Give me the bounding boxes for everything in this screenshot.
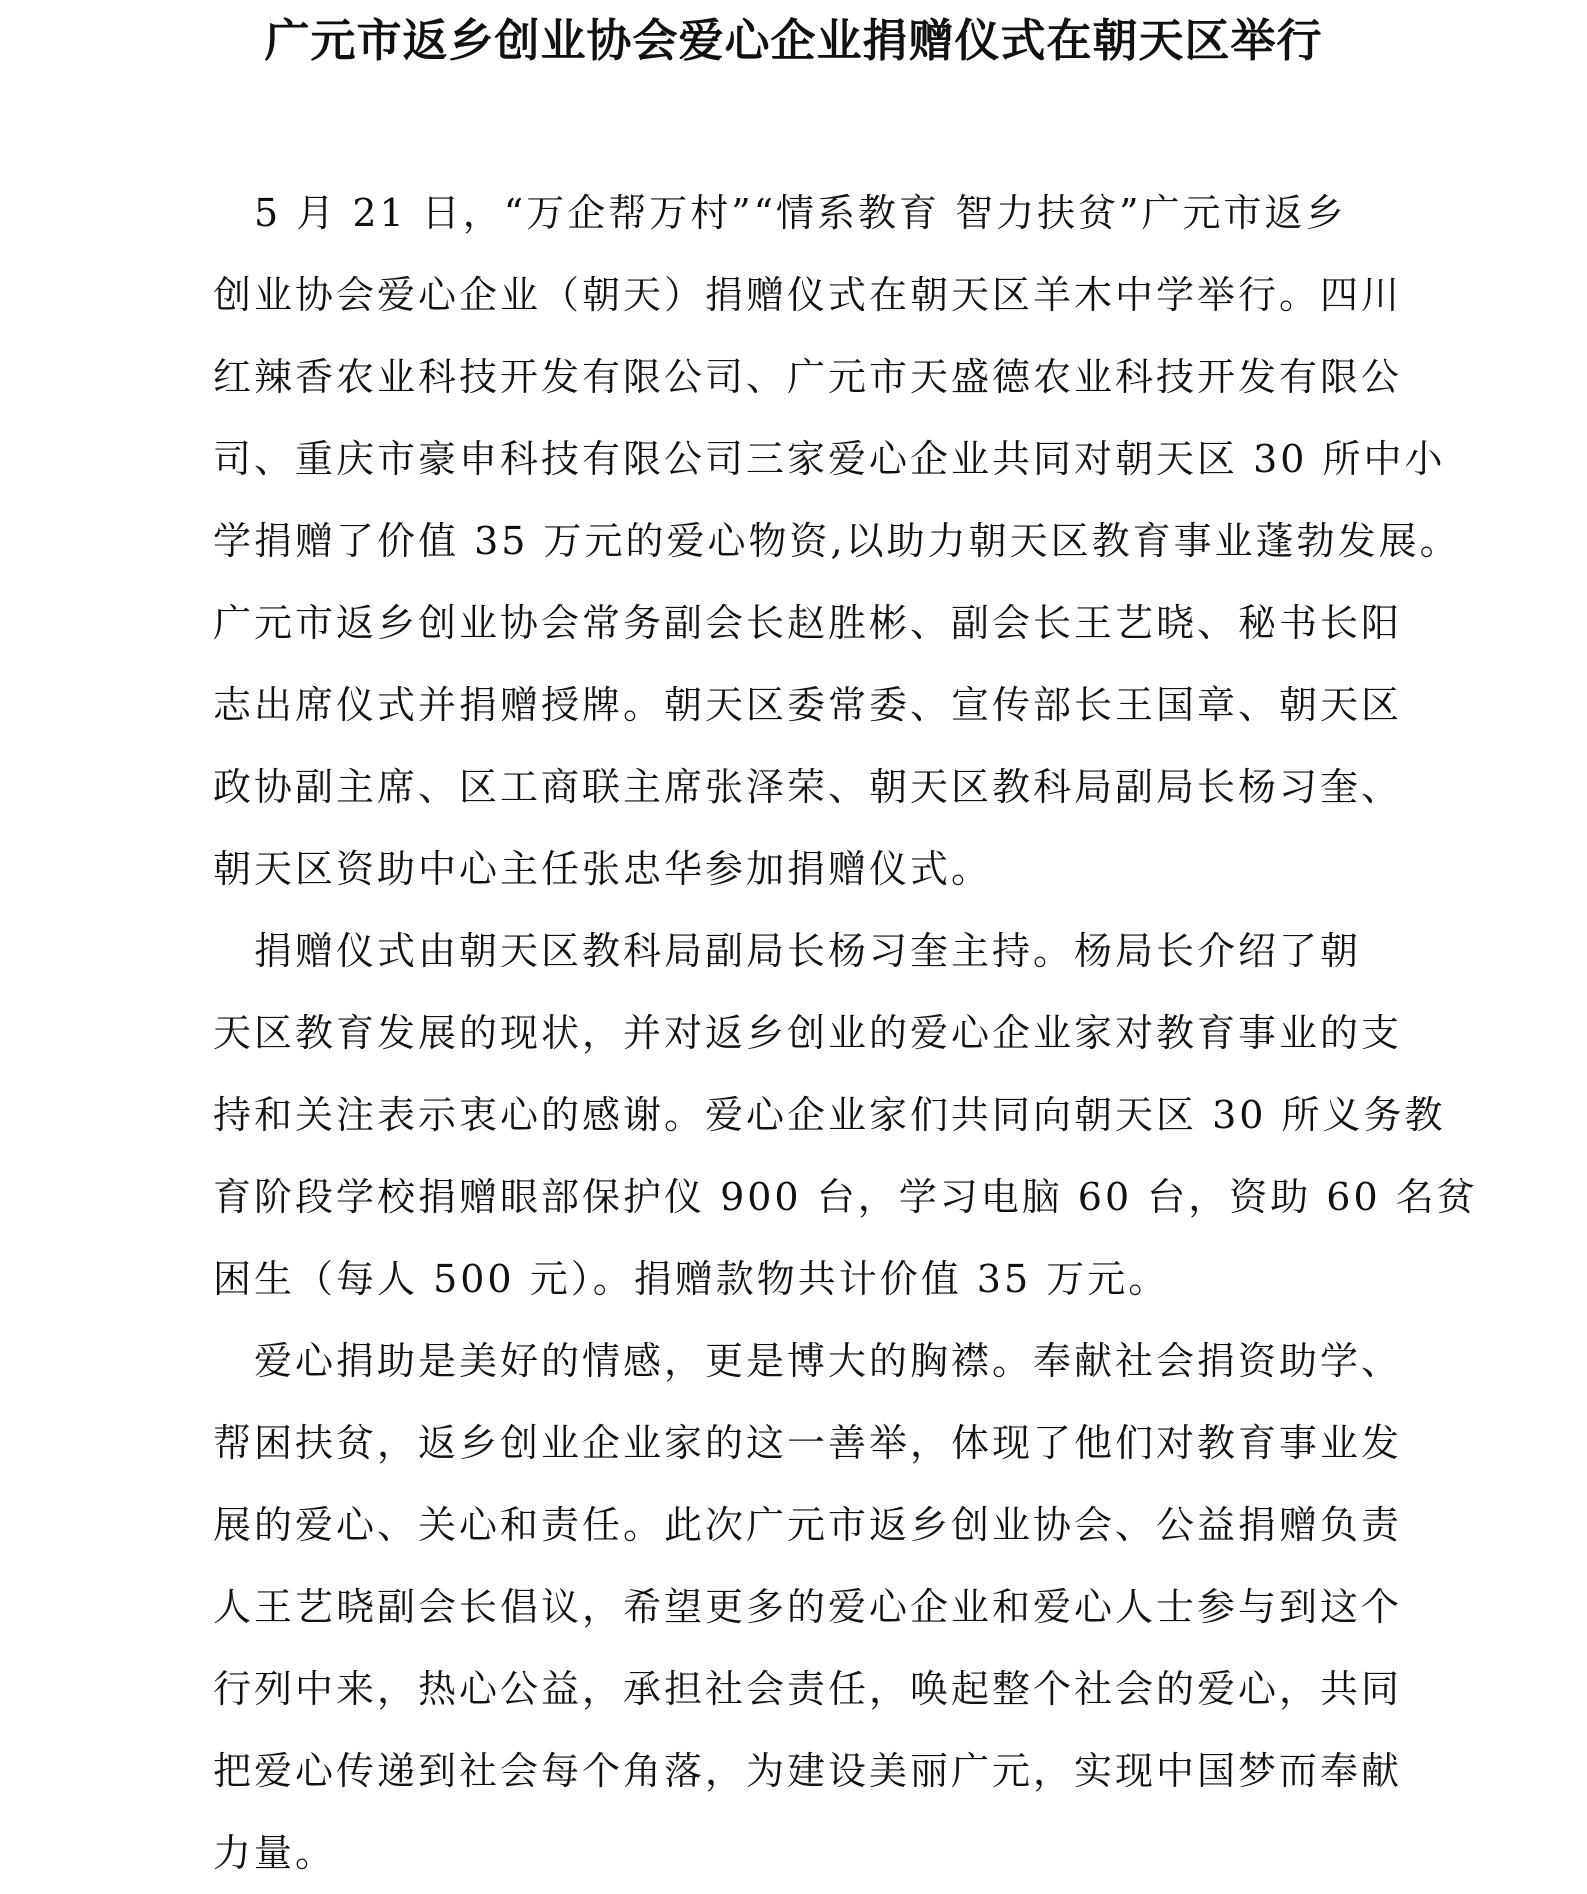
text-line: 展的爱心、关心和责任。此次广元市返乡创业协会、公益捐赠负责: [213, 1503, 1403, 1547]
text-line: 天区教育发展的现状，并对返乡创业的爱心企业家对教育事业的支: [213, 1011, 1403, 1055]
text-line: 困生（每人 500 元）。捐赠款物共计价值 35 万元。: [213, 1257, 1170, 1301]
text-line: 朝天区资助中心主任张忠华参加捐赠仪式。: [213, 847, 993, 891]
text-line: 人王艺晓副会长倡议，希望更多的爱心企业和爱心人士参与到这个: [213, 1585, 1403, 1629]
paragraph-3: [213, 1320, 1403, 1894]
text-line: 广元市返乡创业协会常务副会长赵胜彬、副会长王艺晓、秘书长阳: [213, 601, 1403, 645]
text-line: 5 月 21 日，“万企帮万村”“情系教育 智力扶贫”广元市返乡: [213, 191, 1347, 235]
document-title: 广元市返乡创业协会爱心企业捐赠仪式在朝天区举行: [264, 14, 1323, 67]
text-line: 行列中来，热心公益，承担社会责任，唤起整个社会的爱心，共同: [213, 1667, 1403, 1711]
text-line: 持和关注表示衷心的感谢。爱心企业家们共同向朝天区 30 所义务教: [213, 1093, 1446, 1137]
text-line: 学捐赠了价值 35 万元的爱心物资,以助力朝天区教育事业蓬勃发展。: [213, 519, 1461, 563]
text-line: 帮困扶贫，返乡创业企业家的这一善举，体现了他们对教育事业发: [213, 1421, 1403, 1465]
text-line: 爱心捐助是美好的情感，更是博大的胸襟。奉献社会捐资助学、: [213, 1339, 1403, 1383]
text-line: 政协副主席、区工商联主席张泽荣、朝天区教科局副局长杨习奎、: [213, 765, 1403, 809]
paragraph-1: [213, 172, 1461, 910]
text-line: 司、重庆市豪申科技有限公司三家爱心企业共同对朝天区 30 所中小: [213, 437, 1446, 481]
text-line: 育阶段学校捐赠眼部保护仪 900 台，学习电脑 60 台，资助 60 名贫: [213, 1175, 1478, 1219]
text-line: 力量。: [213, 1831, 337, 1875]
text-line: 创业协会爱心企业（朝天）捐赠仪式在朝天区羊木中学举行。四川: [213, 273, 1403, 317]
text-line: 把爱心传递到社会每个角落，为建设美丽广元，实现中国梦而奉献: [213, 1749, 1403, 1793]
text-line: 志出席仪式并捐赠授牌。朝天区委常委、宣传部长王国章、朝天区: [213, 683, 1403, 727]
text-line: 捐赠仪式由朝天区教科局副局长杨习奎主持。杨局长介绍了朝: [213, 929, 1362, 973]
document-body: [213, 172, 1478, 1894]
text-line: 红辣香农业科技开发有限公司、广元市天盛德农业科技开发有限公: [213, 355, 1403, 399]
paragraph-2: [213, 910, 1478, 1320]
